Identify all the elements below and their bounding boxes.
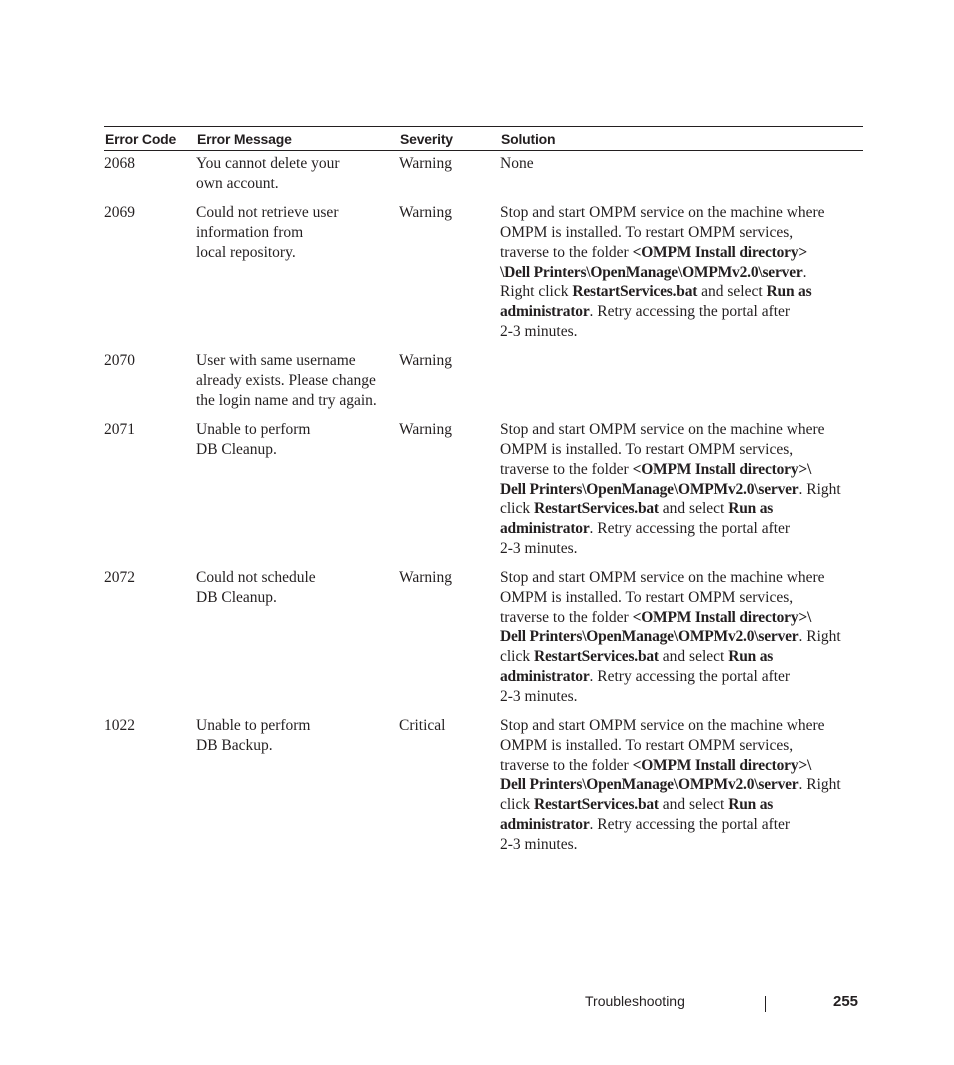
header-solution: Solution [500,127,863,151]
solution-emphasis: <OMPM Install directory>\ [632,756,812,774]
error-message-line: You cannot delete your [196,155,340,172]
table-row [104,418,863,566]
table-row [104,201,863,349]
solution-text: Stop and start OMPM service on the machine where [500,421,825,439]
solution-emphasis: Dell Printers\OpenManage\OMPMv2.0\server [500,480,799,498]
solution-emphasis: administrator [500,302,590,320]
error-message-cell [196,201,399,349]
error-code-table [104,126,863,862]
error-message-cell [196,151,399,202]
error-message-line: Unable to perform [196,717,311,735]
solution-emphasis: RestartServices.bat [534,500,659,518]
severity-cell: Warning [399,204,452,222]
solution-cell [500,566,863,714]
error-message-line: own account. [196,174,279,192]
solution-emphasis: <OMPM Install directory>\ [632,460,812,478]
severity-cell: Critical [399,717,446,735]
solution-line [500,480,863,500]
error-message-line: DB Cleanup. [196,589,277,607]
solution-cell [500,201,863,349]
table-row [104,151,863,202]
solution-line [500,647,863,667]
solution-line [500,322,863,342]
solution-emphasis: RestartServices.bat [534,648,659,666]
solution-emphasis: administrator [500,667,590,685]
solution-line [500,243,863,263]
solution-line [500,835,863,855]
error-message-line: information from [196,224,304,242]
error-message-cell [196,714,399,862]
table-header [104,127,863,151]
solution-line [500,756,863,776]
error-code-cell: 2070 [104,352,135,370]
solution-text: 2-3 minutes. [500,835,578,853]
error-message-line: already exists. Please change [196,372,376,390]
solution-line [500,223,863,243]
error-message-line: DB Backup. [196,736,273,754]
solution-line [500,154,863,174]
solution-text: 2-3 minutes. [500,539,578,557]
solution-emphasis: Run as [766,283,812,301]
solution-emphasis: <OMPM Install directory> [632,243,807,261]
page-number: 255 [833,993,859,1010]
solution-emphasis: Dell Printers\OpenManage\OMPMv2.0\server [500,776,799,794]
footer-separator [765,996,766,1012]
solution-text: OMPM is installed. To restart OMPM services, [500,736,794,754]
error-message-line: DB Cleanup. [196,441,277,459]
solution-text: traverse to the folder [500,460,633,478]
error-message-line: Could not schedule [196,569,316,587]
error-code-cell: 1022 [104,717,135,735]
solution-text: . Retry accessing the portal after [589,815,791,833]
error-code-cell: 2069 [104,204,135,222]
solution-text: . Right [798,628,841,646]
solution-emphasis: RestartServices.bat [572,283,698,301]
solution-line [500,568,863,588]
solution-emphasis: administrator [500,815,590,833]
table-body [104,151,863,863]
solution-line [500,302,863,322]
solution-text: traverse to the folder [500,608,633,626]
solution-emphasis: <OMPM Install directory>\ [632,608,812,626]
solution-text: Stop and start OMPM service on the machine where [500,717,825,735]
solution-cell [500,714,863,862]
page-footer [0,993,954,1013]
solution-text: . Retry accessing the portal after [589,302,791,320]
solution-text: . Retry accessing the portal after [589,519,791,537]
error-message-line: Unable to perform [196,421,311,439]
header-error-message: Error Message [196,127,399,151]
solution-emphasis: administrator [500,519,590,537]
solution-text: click [500,500,534,518]
error-code-cell: 2072 [104,569,135,587]
error-code-cell: 2068 [104,155,135,172]
solution-line [500,499,863,519]
solution-line [500,627,863,647]
solution-text: . [802,263,807,281]
solution-cell [500,418,863,566]
solution-text: traverse to the folder [500,243,633,261]
error-code-cell: 2071 [104,421,135,439]
severity-cell: Warning [399,155,452,172]
error-message-cell [196,566,399,714]
severity-cell: Warning [399,352,452,370]
table-row [104,566,863,714]
solution-line [500,687,863,707]
table-row [104,714,863,862]
solution-emphasis: Run as [728,500,774,518]
solution-line [500,588,863,608]
solution-cell [500,151,863,202]
solution-line [500,716,863,736]
solution-text: 2-3 minutes. [500,687,578,705]
error-message-line: local repository. [196,243,296,261]
header-severity: Severity [399,127,500,151]
solution-line [500,460,863,480]
solution-line [500,815,863,835]
solution-cell [500,349,863,418]
error-message-cell [196,418,399,566]
header-row [104,127,863,151]
solution-line [500,775,863,795]
error-message-line: the login name and try again. [196,391,377,409]
footer-section-title: Troubleshooting [585,993,685,1009]
solution-line [500,519,863,539]
solution-text: and select [658,500,729,518]
solution-emphasis: RestartServices.bat [534,796,659,814]
solution-text: . Right [798,480,841,498]
solution-emphasis: \Dell Printers\OpenManage\OMPMv2.0\server [500,263,803,281]
solution-line [500,282,863,302]
error-code-table-container [104,126,863,862]
solution-text: . Right [798,776,841,794]
severity-cell: Warning [399,421,452,439]
table-row [104,349,863,418]
solution-text: and select [658,796,729,814]
solution-text: click [500,648,534,666]
solution-text: and select [658,648,729,666]
solution-line [500,203,863,223]
solution-line [500,736,863,756]
solution-line [500,263,863,283]
solution-text: and select [697,283,767,301]
solution-line [500,420,863,440]
solution-text: 2-3 minutes. [500,322,578,340]
solution-emphasis: Run as [728,648,774,666]
solution-text: Stop and start OMPM service on the machine where [500,569,825,587]
solution-text: None [500,155,534,172]
solution-line [500,440,863,460]
error-message-cell [196,349,399,418]
solution-line [500,667,863,687]
solution-line [500,608,863,628]
solution-text: OMPM is installed. To restart OMPM services, [500,441,794,459]
solution-emphasis: Dell Printers\OpenManage\OMPMv2.0\server [500,628,799,646]
solution-text: OMPM is installed. To restart OMPM services, [500,224,794,242]
severity-cell: Warning [399,569,452,587]
solution-line [500,539,863,559]
solution-text: . Retry accessing the portal after [589,667,791,685]
error-message-line: Could not retrieve user [196,204,339,222]
header-error-code: Error Code [104,127,196,151]
solution-text: click [500,796,534,814]
solution-text: Right click [500,283,573,301]
solution-emphasis: Run as [728,796,774,814]
solution-text: traverse to the folder [500,756,633,774]
error-message-line: User with same username [196,352,356,370]
solution-line [500,795,863,815]
solution-text: OMPM is installed. To restart OMPM services, [500,589,794,607]
solution-text: Stop and start OMPM service on the machine where [500,204,825,222]
